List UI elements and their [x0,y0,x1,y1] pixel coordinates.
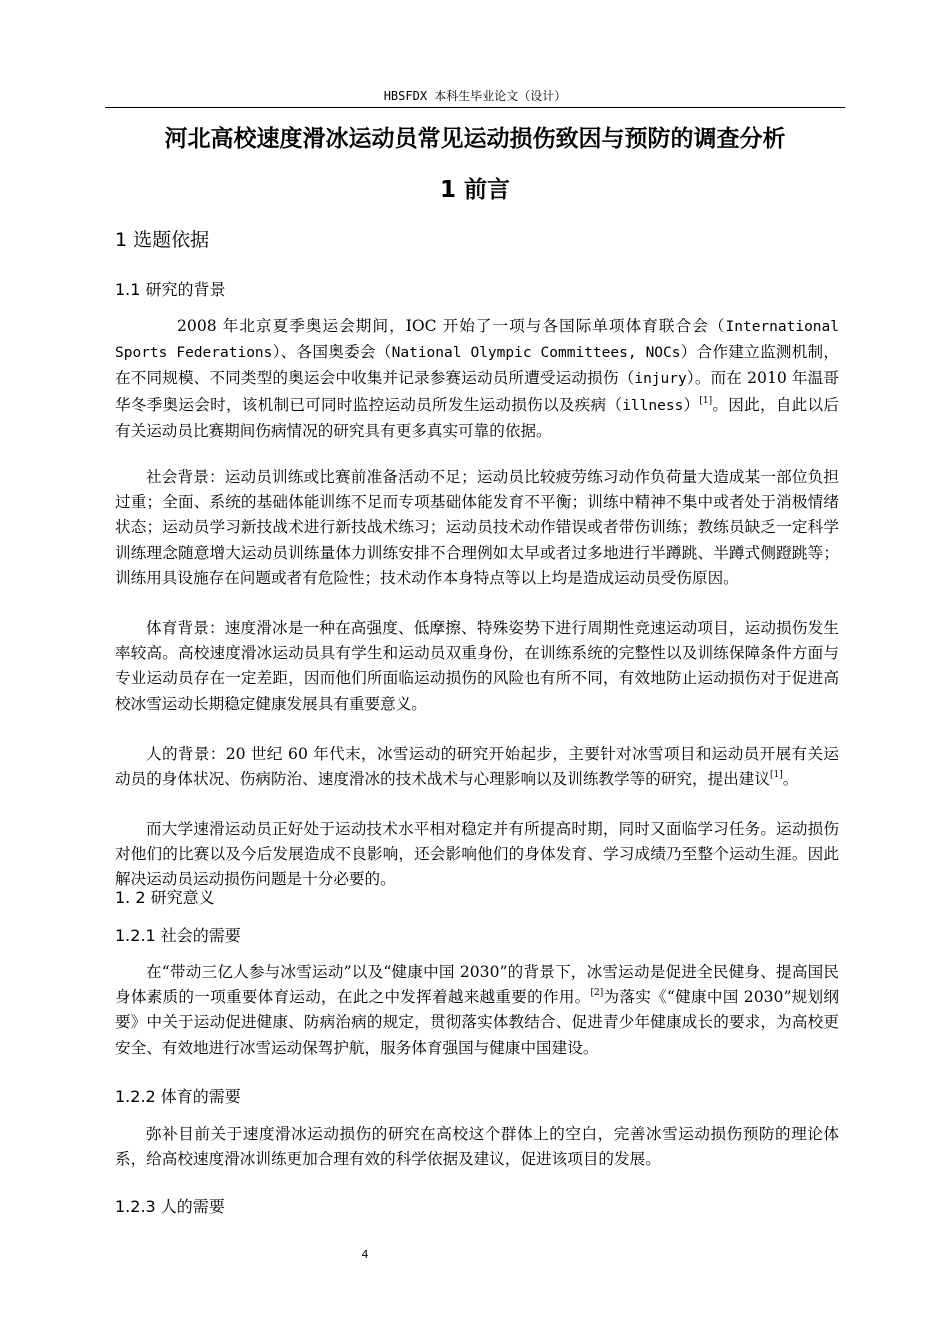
header-rule [105,107,845,108]
section-heading-1-2-1: 1.2.1 社会的需要 [115,926,241,945]
paragraph-human-background [115,742,839,792]
text-segment-english: illness [622,397,684,414]
paragraph-background-ioc [115,314,839,444]
paragraph-sports-need: 弥补目前关于速度滑冰运动损伤的研究在高校这个群体上的空白，完善冰雪运动损伤预防的理论体系，给高校速度滑冰训练更加合理有效的科学依据及建议，促进该项目的发展。 [115,1125,839,1169]
section-heading-1: 1 选题依据 [115,229,210,251]
paragraph-social-background: 社会背景：运动员训练或比赛前准备活动不足；运动员比较疲劳练习动作负荷量大造成某一部位负担过重；全面、系统的基础体能训练不足而专项基础体能发育不平衡；训练中精神不集中或者处于消极情绪状态；运动员学习新技战术进行新技战术练习；运动员技术动作错误或者带伤训练；教练员缺乏一定科学训练理念随意增大运动员训练量体力训练安排不合理例如太早或者过多地进行半蹲跳、半蹲式侧蹬跳等；训练用具设施存在问题或者有危险性；技术动作本身特点等以上均是造成运动员受伤原因。 [115,468,839,587]
text-segment: 人的背景：20 世纪 60 年代末，冰雪运动的研究开始起步，主要针对冰雪项目和运动员开展有关运动员的身体状况、伤病防治、速度滑冰的技术战术与心理影响以及训练教学等的研究，提出建议 [115,745,839,789]
text-segment-english: International Sports Federations [115,319,839,362]
page-number: 4 [361,1248,369,1261]
thesis-title: 河北高校速度滑冰运动员常见运动损伤致因与预防的调查分析 [164,126,786,152]
text-segment-english: injury [634,371,687,388]
text-segment: ）。而在 2010 年温哥华冬季奥运会时，该机制已可同时监控运动员所发生运动损伤以及疾病（ [115,369,839,414]
text-segment: 。因此，自此以后有关运动员比赛期间伤病情况的研究具有更多真实可靠的依据。 [115,395,839,440]
citation-ref: [1] [769,770,783,781]
section-heading-1-2-2: 1.2.2 体育的需要 [115,1087,241,1106]
paragraph-sports-background: 体育背景：速度滑冰是一种在高强度、低摩擦、特殊姿势下进行周期性竞速运动项目，运动损伤发生率较高。高校速度滑冰运动员具有学生和运动员双重身份，在训练系统的完整性以及训练保障条件方面与专业运动员存在一定差距，因而他们所面临运动损伤的风险也有所不同，有效地防止运动损伤对于促进高校冰雪运动长期稳定健康发展具有重要意义。 [115,619,839,713]
section-heading-1-1: 1.1 研究的背景 [115,280,226,299]
running-header: HBSFDX 本科生毕业论文（设计） [383,89,567,103]
paragraph-university-skaters: 而大学速滑运动员正好处于运动技术水平相对稳定并有所提高时期，同时又面临学习任务。运动损伤对他们的比赛以及今后发展造成不良影响，还会影响他们的身体发育、学习成绩乃至整个运动生涯。因此解决运动员运动损伤问题是十分必要的。 [115,820,839,889]
section-heading-1-2: 1. 2 研究意义 [115,888,215,907]
chapter-title: 1 前言 [439,177,510,203]
text-segment: ） [683,395,700,414]
citation-ref: [1] [699,395,713,406]
text-segment: 。 [782,770,799,789]
text-segment: 2008 年北京夏季奥运会期间，IOC 开始了一项与各国际单项体育联合会（ [177,317,726,335]
text-segment: ）合作建立监测机制，在不同规模、不同类型的奥运会中收集并记录参赛运动员所遭受运动损伤（ [115,343,839,388]
text-segment: 为落实《“健康中国 2030”规划纲要》中关于运动促进健康、防病治病的规定，贯彻落实体教结合、促进青少年健康成长的要求，为高校更安全、有效地进行冰雪运动保驾护航，服务体育强国与健康中国建设。 [115,988,839,1057]
text-segment-english: National Olympic Committees, NOCs [391,345,681,362]
paragraph-social-need [115,960,839,1061]
citation-ref: [2] [590,988,604,999]
text-segment: 在“带动三亿人参与冰雪运动”以及“健康中国 2030”的背景下，冰雪运动是促进全民健身、提高国民身体素质的一项重要体育运动，在此之中发挥着越来越重要的作用。 [115,963,839,1007]
section-heading-1-2-3: 1.2.3 人的需要 [115,1197,225,1216]
text-segment: ）、各国奥委会（ [272,343,392,362]
